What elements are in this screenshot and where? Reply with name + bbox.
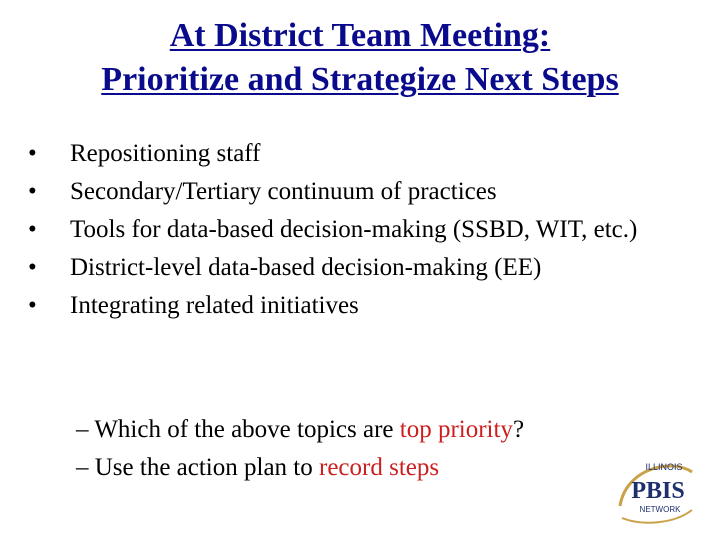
bullet-item xyxy=(28,176,688,207)
bullet-marker: • xyxy=(28,178,37,205)
bullet-text: Tools for data-based decision-making (SSBD, WIT, etc.) xyxy=(70,216,638,243)
slide-title xyxy=(0,14,720,102)
logo-bottom-text: NETWORK xyxy=(639,505,681,514)
sub-marker: – xyxy=(76,416,89,443)
bullet-item xyxy=(28,214,688,245)
bullet-item xyxy=(28,252,688,283)
bullet-list xyxy=(28,138,688,328)
highlight-text: record steps xyxy=(319,454,440,481)
sub-marker: – xyxy=(76,454,89,481)
sub-text: Use the action plan to xyxy=(94,454,319,481)
bullet-text: Repositioning staff xyxy=(70,140,261,167)
bullet-marker: • xyxy=(28,216,37,243)
sub-text: Which of the above topics are xyxy=(94,416,400,443)
illinois-pbis-network-logo xyxy=(612,448,700,528)
bullet-item xyxy=(28,138,688,169)
highlight-text: top priority xyxy=(399,416,513,443)
sub-text-end: ? xyxy=(512,416,525,443)
bullet-text: Integrating related initiatives xyxy=(70,292,359,319)
sub-item-list xyxy=(76,414,524,490)
bullet-marker: • xyxy=(28,292,37,319)
title-line-1: At District Team Meeting: xyxy=(169,17,551,54)
bullet-marker: • xyxy=(28,140,37,167)
logo-top-text: ILLINOIS xyxy=(645,462,683,472)
sub-item xyxy=(76,452,524,483)
bullet-marker: • xyxy=(28,254,37,281)
bullet-item xyxy=(28,290,688,321)
sub-item xyxy=(76,414,524,445)
logo-main-text: PBIS xyxy=(631,478,685,504)
bullet-text: District-level data-based decision-making (EE) xyxy=(70,254,542,281)
bullet-text: Secondary/Tertiary continuum of practices xyxy=(70,178,497,205)
title-line-2: Prioritize and Strategize Next Steps xyxy=(101,61,619,98)
